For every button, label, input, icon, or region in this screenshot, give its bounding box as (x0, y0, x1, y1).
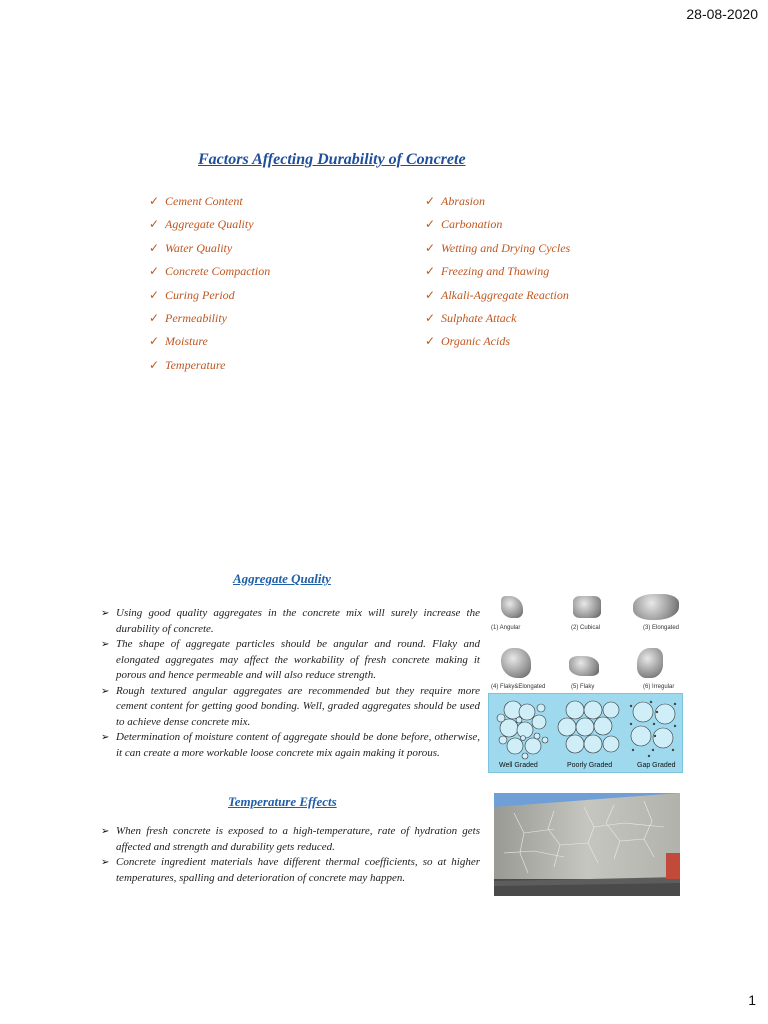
aggregate-image (501, 648, 531, 678)
checkmark-icon: ✓ (425, 287, 436, 302)
grading-label-poorly: Poorly Graded (567, 762, 613, 769)
slide-title: Factors Affecting Durability of Concrete (198, 151, 466, 168)
aggregate-shape-irregular: (6) Irregular (621, 644, 685, 694)
list-item: ➢ Determination of moisture content of aggregate should be done before, otherwise, it can create a more workable loose concrete mix again making it porous. (101, 731, 480, 759)
page-number: 1 (748, 992, 756, 1008)
list-item: ➢ Using good quality aggregates in the concrete mix will surely increase the durability of concrete. (101, 607, 480, 635)
list-item: ✓ Moisture (149, 334, 208, 349)
list-item: ✓ Carbonation (425, 217, 503, 232)
aggregate-shape-flaky: (5) Flaky (557, 644, 621, 694)
checkmark-icon: ✓ (425, 194, 436, 208)
list-item: ✓ Water Quality (149, 240, 233, 255)
aggregate-shape-elongated: (3) Elongated (621, 590, 685, 640)
aggregate-image (573, 596, 601, 618)
aggregate-grading-figure (488, 693, 683, 773)
aggregate-shapes-figure (487, 588, 683, 690)
aggregate-shape-cubical: (2) Cubical (557, 590, 621, 640)
checkmark-icon: ✓ (149, 217, 160, 232)
temperature-effects-bullets (101, 824, 480, 886)
section-title-aggregate-quality: Aggregate Quality (233, 571, 331, 586)
list-item: ✓ Cement Content (149, 194, 243, 208)
checkmark-icon: ✓ (149, 334, 160, 349)
arrow-bullet-icon: ➢ (101, 732, 110, 743)
aggregate-shape-flaky-elongated: (4) Flaky&Elongated (489, 644, 553, 694)
aggregate-image (501, 596, 523, 618)
grading-label-well: Well Graded (499, 762, 538, 769)
grading-diagram (489, 694, 682, 772)
arrow-bullet-icon: ➢ (101, 685, 110, 697)
arrow-bullet-icon: ➢ (101, 639, 110, 650)
list-item: ✓ Concrete Compaction (149, 264, 271, 279)
checkmark-icon: ✓ (149, 310, 160, 325)
aggregate-shape-angular: (1) Angular (489, 590, 553, 640)
checkmark-icon: ✓ (149, 264, 160, 279)
list-item: ✓ Alkali-Aggregate Reaction (425, 287, 569, 302)
factor-list-left (149, 193, 270, 380)
list-item: ✓ Aggregate Quality (149, 217, 254, 232)
list-item: ➢ When fresh concrete is exposed to a high-temperature, rate of hydration gets affected and strength and durability gets reduced. (101, 825, 480, 853)
checkmark-icon: ✓ (149, 240, 160, 255)
checkmark-icon: ✓ (149, 287, 160, 302)
aggregate-quality-bullets (101, 606, 480, 761)
list-item: ✓ Organic Acids (425, 334, 510, 349)
arrow-bullet-icon: ➢ (101, 857, 110, 868)
list-item: ✓ Abrasion (425, 194, 486, 208)
list-item: ➢ Concrete ingredient materials have different thermal coefficients, so at higher temperatures, spalling and deterioration of concrete may happen. (101, 856, 480, 884)
aggregate-image (569, 656, 599, 676)
checkmark-icon: ✓ (425, 310, 436, 325)
list-item: ✓ Wetting and Drying Cycles (425, 240, 571, 255)
checkmark-icon: ✓ (149, 357, 160, 372)
section-title-temperature-effects: Temperature Effects (228, 794, 337, 809)
arrow-bullet-icon: ➢ (101, 608, 110, 619)
arrow-bullet-icon: ➢ (101, 826, 110, 837)
cracked-concrete-wall-photo (494, 793, 680, 896)
list-item: ✓ Temperature (149, 357, 226, 372)
list-item: ✓ Curing Period (149, 287, 235, 302)
aggregate-image (633, 594, 679, 620)
wall-illustration (494, 793, 680, 896)
checkmark-icon: ✓ (425, 334, 436, 349)
checkmark-icon: ✓ (149, 194, 160, 208)
header-date: 28-08-2020 (686, 6, 758, 22)
factor-list-right (425, 193, 570, 357)
checkmark-icon: ✓ (425, 240, 436, 255)
checkmark-icon: ✓ (425, 264, 436, 279)
checkmark-icon: ✓ (425, 217, 436, 232)
aggregate-image (637, 648, 663, 678)
list-item: ➢ The shape of aggregate particles should be angular and round. Flaky and elongated aggregates may affect the workability of fresh concrete making it porous and hence permeable and will also reduce strength. (101, 638, 480, 681)
list-item: ✓ Freezing and Thawing (425, 264, 550, 279)
list-item: ✓ Sulphate Attack (425, 310, 517, 325)
list-item: ✓ Permeability (149, 310, 227, 325)
grading-label-gap: Gap Graded (637, 762, 676, 769)
list-item: ➢ Rough textured angular aggregates are recommended but they require more cement content for getting good bonding. Well, graded aggregates should be used to achieve dense concrete mix. (101, 684, 480, 728)
